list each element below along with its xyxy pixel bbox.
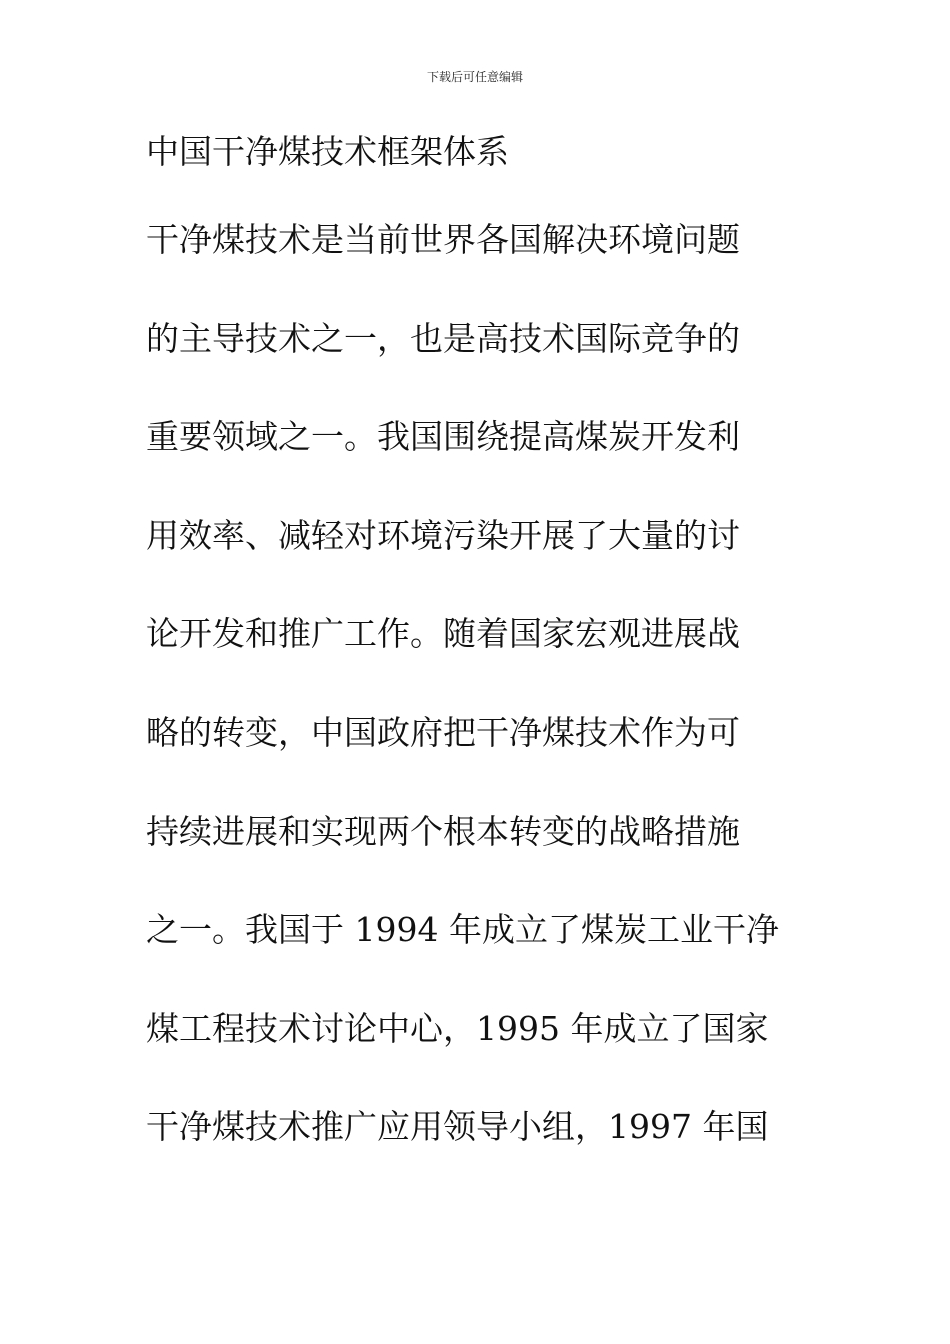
body-text-line: 煤工程技术讨论中心，1995 年成立了国家 xyxy=(146,1008,769,1048)
body-text-line: 之一。我国于 1994 年成立了煤炭工业干净 xyxy=(146,910,779,950)
body-text-line: 论开发和推广工作。随着国家宏观进展战 xyxy=(146,614,740,654)
body-text-line: 干净煤技术是当前世界各国解决环境问题 xyxy=(146,220,740,259)
body-text-line: 的主导技术之一，也是高技术国际竞争的 xyxy=(146,318,740,358)
body-text-line: 持续进展和实现两个根本转变的战略措施 xyxy=(146,811,740,851)
page-header-note: 下载后可任意编辑 xyxy=(426,70,523,84)
document-title: 中国干净煤技术框架体系 xyxy=(146,132,509,171)
document-body xyxy=(146,216,846,1202)
body-text-line: 重要领域之一。我国围绕提高煤炭开发利 xyxy=(146,417,740,457)
body-text-line: 干净煤技术推广应用领导小组，1997 年国 xyxy=(146,1107,769,1147)
body-text-line: 用效率、减轻对环境污染开展了大量的讨 xyxy=(146,515,740,555)
body-text-line: 略的转变，中国政府把干净煤技术作为可 xyxy=(146,712,740,752)
